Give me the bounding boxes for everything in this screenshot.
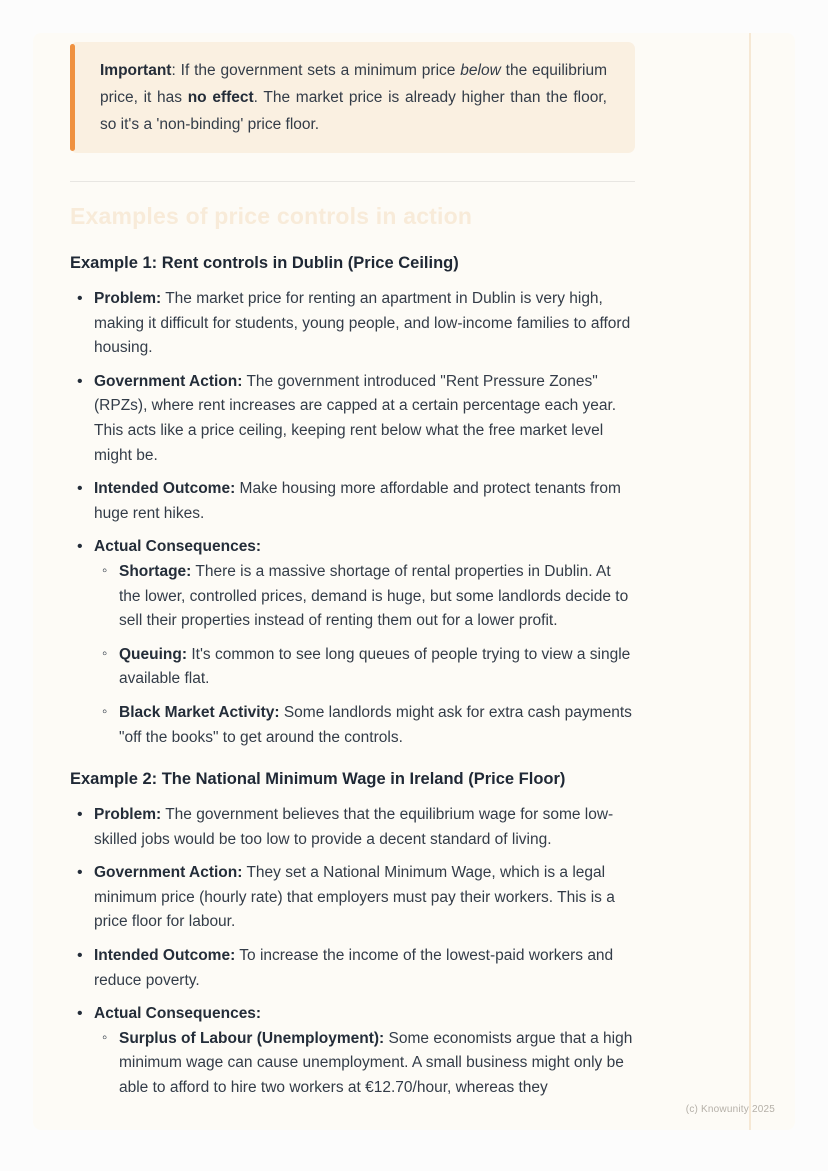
item-label: Problem: <box>94 290 162 307</box>
subitem-text: There is a massive shortage of rental properties in Dublin. At the lower, controlled prices, demand is huge, but some landlords decide to sell their properties instead of renting them out for a lower profit. <box>119 562 629 630</box>
circle-bullet-icon: ◦ <box>102 644 108 662</box>
subitem-label: Queuing: <box>119 645 188 663</box>
section-divider <box>70 181 635 182</box>
list-item <box>70 803 635 852</box>
circle-bullet-icon: ◦ <box>102 702 108 720</box>
bullet-icon: • <box>77 372 83 390</box>
item-text: The market price for renting an apartment in Dublin is very high, making it difficult for students, young people, and low-income families to afford housing. <box>94 290 631 357</box>
bullet-icon: • <box>77 480 83 498</box>
example-section-title: Example 1: Rent controls in Dublin (Price Ceiling) <box>70 254 459 272</box>
callout-segment: : If the government sets a minimum price <box>171 62 461 79</box>
examples-container <box>70 252 635 1101</box>
subitem-label: Shortage: <box>119 562 192 580</box>
important-callout <box>70 42 635 153</box>
item-text: Make housing more affordable and protect tenants from huge rent hikes. <box>94 480 621 522</box>
bullet-icon: • <box>77 806 83 824</box>
callout-segment: no effect <box>187 89 254 106</box>
subitem-text: Some landlords might ask for extra cash payments "off the books" to get around the controls. <box>119 703 632 746</box>
bullet-icon: • <box>77 1005 83 1023</box>
item-text: The government introduced "Rent Pressure Zones" (RPZs), where rent increases are capped at a certain percentage each year. This acts like a price ceiling, keeping rent below what the free market level might be. <box>94 372 617 464</box>
item-label: Actual Consequences: <box>94 1005 262 1023</box>
sub-list-item <box>94 1027 635 1101</box>
callout-segment: . The market price is already higher than the floor, so it's a 'non-binding' price floor. <box>100 89 607 133</box>
item-text: The government believes that the equilibrium wage for some low-skilled jobs would be too low to provide a decent standard of living. <box>94 806 614 848</box>
list-item <box>70 535 635 750</box>
list-item <box>70 287 635 361</box>
page-edge-line <box>749 33 751 1130</box>
sub-list-item <box>94 701 635 750</box>
callout-segment: below <box>460 62 501 79</box>
item-text: They set a National Minimum Wage, which is a legal minimum price (hourly rate) that employers must pay their workers. This is a price floor for labour. <box>94 864 615 931</box>
sub-list-item <box>94 643 635 692</box>
sub-bullet-list <box>94 560 635 750</box>
sub-list-item <box>94 560 635 634</box>
bullet-list <box>70 287 635 750</box>
item-label: Government Action: <box>94 372 243 390</box>
page-title-faded: Examples of price controls in action <box>70 203 473 229</box>
item-label: Actual Consequences: <box>94 538 262 556</box>
list-item <box>70 1002 635 1100</box>
subitem-text: Some economists argue that a high minimum wage can cause unemployment. A small business might only be able to afford to hire two workers at €12.70/hour, whereas they <box>119 1029 633 1097</box>
sub-bullet-list <box>94 1027 635 1101</box>
circle-bullet-icon: ◦ <box>102 561 108 579</box>
subitem-text: It's common to see long queues of people trying to view a single available flat. <box>119 645 631 688</box>
callout-segment: the equilibrium price, it has <box>100 62 608 106</box>
callout-text <box>100 62 607 133</box>
subitem-label: Black Market Activity: <box>119 703 280 721</box>
callout-segment: Important <box>100 62 172 79</box>
item-label: Intended Outcome: <box>94 480 236 498</box>
item-label: Government Action: <box>94 864 243 882</box>
callout-accent-bar <box>70 44 75 151</box>
list-item <box>70 944 635 993</box>
list-item <box>70 477 635 526</box>
example-section <box>70 252 635 750</box>
item-label: Intended Outcome: <box>94 947 236 965</box>
list-item <box>70 370 635 468</box>
bullet-icon: • <box>77 947 83 965</box>
circle-bullet-icon: ◦ <box>102 1028 108 1046</box>
example-section-title: Example 2: The National Minimum Wage in Ireland (Price Floor) <box>70 770 566 789</box>
bullet-icon: • <box>77 538 83 556</box>
document-content <box>70 42 635 1110</box>
item-text: To increase the income of the lowest-paid workers and reduce poverty. <box>94 947 614 989</box>
item-label: Problem: <box>94 806 162 824</box>
subitem-label: Surplus of Labour (Unemployment): <box>119 1029 385 1047</box>
list-item <box>70 861 635 935</box>
bullet-list <box>70 803 635 1101</box>
bullet-icon: • <box>77 290 83 307</box>
bullet-icon: • <box>77 864 83 882</box>
example-section <box>70 768 635 1101</box>
copyright-watermark: (c) Knowunity 2025 <box>685 1104 775 1115</box>
document-page <box>33 33 795 1130</box>
